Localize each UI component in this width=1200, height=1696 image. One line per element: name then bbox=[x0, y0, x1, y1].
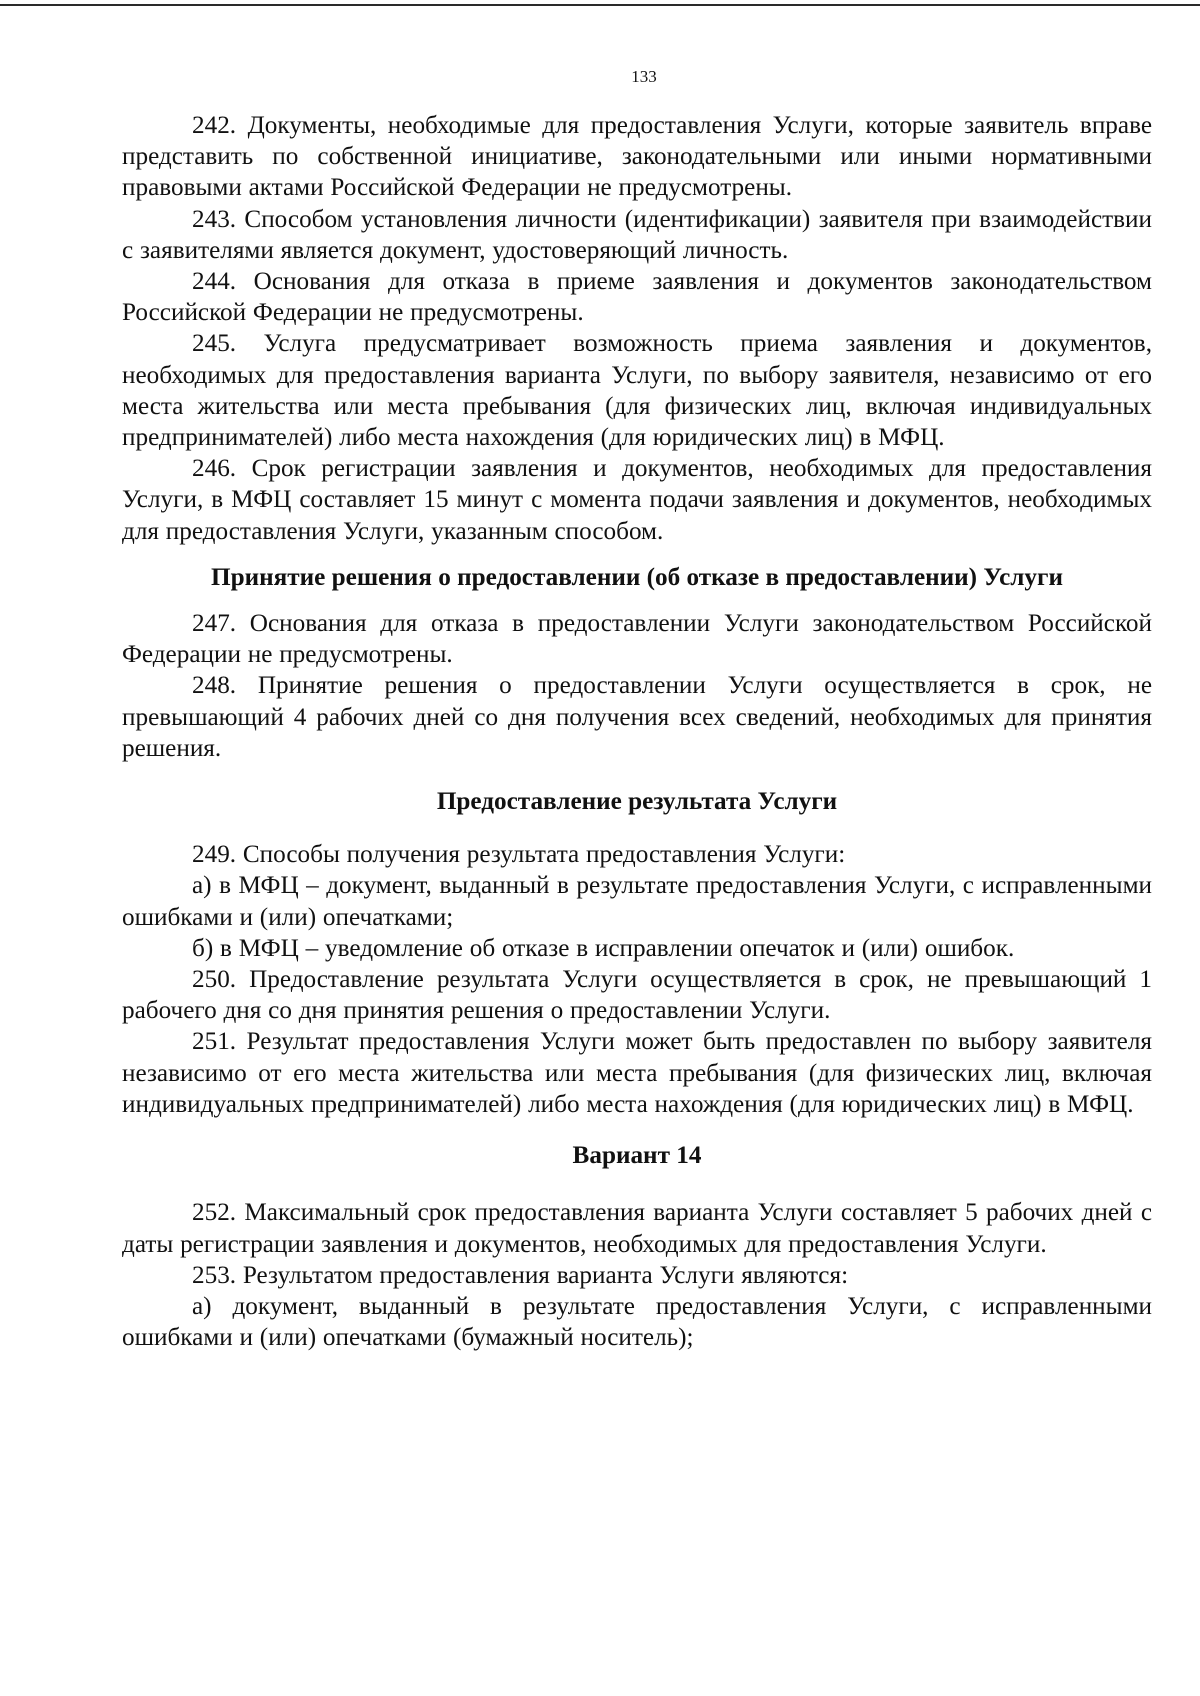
paragraph-249: 249. Способы получения результата предоставления Услуги: bbox=[192, 841, 846, 869]
paragraph-249-b: б) в МФЦ – уведомление об отказе в исправлении опечаток и (или) ошибок. bbox=[192, 934, 1015, 962]
paragraph-249-a: а) в МФЦ – документ, выданный в результате предоставления Услуги, с исправленными ошибками и (или) опечатками; bbox=[122, 872, 1152, 931]
page-number: 133 bbox=[631, 67, 657, 86]
section-heading-decision: Принятие решения о предоставлении (об отказе в предоставлении) Услуги bbox=[211, 563, 1063, 591]
paragraph-251: 251. Результат предоставления Услуги может быть предоставлен по выбору заявителя независимо от его места жительства или места пребывания (для физических лиц, включая индивидуальных предпринимателей) либо места нахождения (для юридических лиц) в МФЦ. bbox=[122, 1028, 1152, 1118]
section-heading-result: Предоставление результата Услуги bbox=[436, 788, 838, 816]
paragraph-247: 247. Основания для отказа в предоставлении Услуги законодательством Российской Федерации не предусмотрены. bbox=[122, 610, 1152, 669]
paragraph-244: 244. Основания для отказа в приеме заявления и документов законодательством Российской Федерации не предусмотрены. bbox=[122, 268, 1152, 327]
paragraph-253-a: а) документ, выданный в результате предоставления Услуги, с исправленными ошибками и (или) опечатками (бумажный носитель); bbox=[122, 1292, 1152, 1352]
paragraph-243: 243. Способом установления личности (идентификации) заявителя при взаимодействии с заявителями является документ, удостоверяющий личность. bbox=[122, 205, 1152, 264]
paragraph-245: 245. Услуга предусматривает возможность приема заявления и документов, необходимых для предоставления варианта Услуги, по выбору заявителя, независимо от его места жительства или места пребывания (для физических лиц, включая индивидуальных предпринимателей) либо места нахождения (для юридических лиц) в МФЦ. bbox=[122, 330, 1152, 452]
paragraph-253: 253. Результатом предоставления варианта Услуги являются: bbox=[192, 1261, 849, 1289]
paragraph-242: 242. Документы, необходимые для предоставления Услуги, которые заявитель вправе представить по собственной инициативе, законодательными или иными нормативными правовыми актами Российской Федерации не предусмотрены. bbox=[122, 112, 1152, 202]
paragraph-250: 250. Предоставление результата Услуги осуществляется в срок, не превышающий 1 рабочего дня со дня принятия решения о предоставлении Услуги. bbox=[122, 966, 1152, 1025]
paragraph-246: 246. Срок регистрации заявления и документов, необходимых для предоставления Услуги, в МФЦ составляет 15 минут с момента подачи заявления и документов, необходимых для предоставления Услуги, указанным способом. bbox=[122, 455, 1152, 545]
section-heading-variant: Вариант 14 bbox=[572, 1142, 702, 1170]
paragraph-252: 252. Максимальный срок предоставления варианта Услуги составляет 5 рабочих дней с даты регистрации заявления и документов, необходимых для предоставления Услуги. bbox=[122, 1199, 1152, 1258]
top-border-line bbox=[0, 4, 1200, 6]
document-page bbox=[122, 66, 1152, 1353]
paragraph-248: 248. Принятие решения о предоставлении Услуги осуществляется в срок, не превышающий 4 рабочих дней со дня получения всех сведений, необходимых для принятия решения. bbox=[122, 672, 1152, 762]
